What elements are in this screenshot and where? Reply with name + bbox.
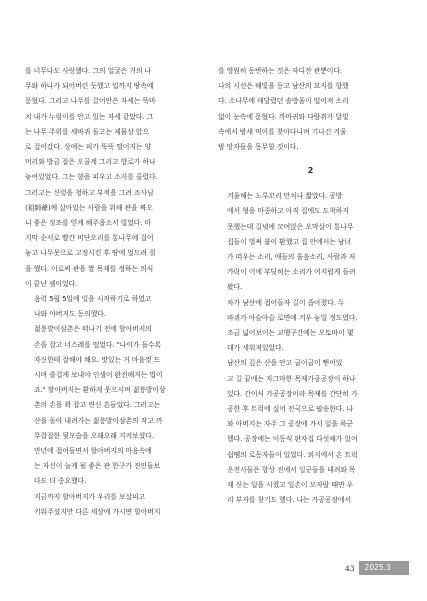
text-line: 겨울해는 노루꼬리 만치나 짧았다. 공방 bbox=[227, 192, 343, 201]
text-line: 무잡잡한 뒷모습을 오래오래 지켜보셨다. bbox=[34, 431, 154, 440]
text-line: 를 너무나도 사랑했다. 그의 얼굴은 거의 나 bbox=[25, 67, 152, 75]
text-line: 를 영원히 동반하는 것은 자디잔 관뿐이다. bbox=[218, 67, 342, 75]
text-line: 가락이 이에 부딪히는 소리가 어지럽게 들려 bbox=[227, 268, 356, 277]
text-line: 로 걸어갔다. 상에는 피가 뚝뚝 떨어지는 양 bbox=[25, 143, 152, 152]
text-line: 재 싣는 일을 시켰고 일손이 모자랄 때면 우 bbox=[227, 481, 354, 490]
text-line: 자신한테 잘해야 해요. 맛있는 거 마음껏 드 bbox=[34, 355, 161, 364]
page-footer bbox=[345, 561, 409, 575]
paragraph bbox=[25, 292, 210, 322]
text-line: 속에서 밤새 먹이를 찾아다니며 기나긴 겨울 bbox=[218, 127, 347, 136]
text-line: 지금까지 할아버지가 우리를 보살피고 bbox=[34, 492, 146, 501]
text-line: 바퀴가 아슬아슬 로면에 겨우 놓일 정도였다. bbox=[227, 313, 358, 322]
text-line: 이 끝난 셈이었다. bbox=[25, 279, 78, 288]
text-line: 쉼땜의 로동자들이 있었다. 외지에서 온 트럭 bbox=[227, 450, 358, 459]
text-line: 키워주셨지만 다른 세상에 가시면 할아버지 bbox=[34, 507, 161, 516]
text-line: 남산의 깊은 산을 안고 굽이굽이 뻗어있 bbox=[227, 359, 343, 368]
text-line: 했다. 공장에는 이동식 판자집 다섯채가 있어 bbox=[227, 435, 358, 444]
text-line: 놓고 나무못으로 고정시킨 후 땅에 엎드려 절 bbox=[25, 249, 156, 258]
text-line: 조금 넓어보이는 교행구간에는 오토바이 몇 bbox=[227, 329, 354, 338]
right-column-bottom bbox=[218, 189, 403, 508]
text-line: 왔다. bbox=[227, 283, 243, 292]
text-line: 그러고는 신령을 청하고 부적을 그려 조사님 bbox=[25, 188, 154, 197]
paragraph bbox=[25, 64, 210, 292]
text-line: 는 자신이 늘게 될 좋은 관 한구가 진인들보 bbox=[34, 462, 161, 471]
text-line: 손을 잡고 너스레를 떨었다. "나이가 들수록 bbox=[34, 340, 162, 349]
paragraph bbox=[25, 444, 210, 490]
right-column-top bbox=[218, 64, 403, 155]
text-line: 지막 순서로 빨간 비단오리를 통나무에 걸어 bbox=[25, 234, 154, 243]
text-line: 을 했다. 이로써 관을 짤 목재를 정하는 의식 bbox=[25, 264, 154, 273]
text-line: 산을 돌아 내려가는 젊룽발이삼촌의 작고 까 bbox=[34, 416, 163, 425]
text-line: 묻혔다. 그리고 나무를 끌어안은 자세는 뚝바 bbox=[25, 97, 156, 106]
paragraph bbox=[25, 322, 210, 444]
text-line: 나와 아버지도 동의했다. bbox=[34, 310, 106, 319]
paragraph bbox=[218, 64, 403, 155]
text-line: 와 아버지는 자주 그 공장에 가서 일을 하군 bbox=[227, 420, 354, 429]
text-line: 차가 남산에 접어들자 길이 좁아졌다. 두 bbox=[227, 298, 345, 307]
paragraph bbox=[25, 490, 210, 520]
text-line: 만년에 접어들면서 할아버지의 마음속에 bbox=[34, 447, 152, 456]
text-line: 머리와 방금 잡은 오골계 그리고 향로가 하나 bbox=[25, 158, 156, 167]
issue-label: 2025.3 bbox=[359, 561, 409, 575]
text-line: 공한 후 트럭에 실어 전국으로 팔송한다. 나 bbox=[227, 405, 354, 414]
section-number: 2 bbox=[307, 166, 314, 176]
text-line: 못했는데 길녘에 모여앉은 오막살이 통나무 bbox=[227, 222, 354, 231]
text-line: (祖師爺)께 살아있는 사람을 위해 관을 짜오 bbox=[25, 203, 153, 212]
text-line: 시며 즐겁게 보내야 인생이 완전해지는 법이 bbox=[34, 371, 163, 380]
page-number: 43 bbox=[345, 563, 355, 573]
text-line: 있다. 간이식 가공공장이라 목재를 간단히 가 bbox=[227, 389, 358, 398]
text-line: 집들이 벌써 불이 환했고 집 안에서는 남녀 bbox=[227, 237, 351, 246]
text-line: 나의 시선은 해빛을 등고 남산의 묘지를 향했 bbox=[218, 82, 349, 91]
left-column bbox=[25, 64, 210, 520]
paragraph bbox=[218, 189, 403, 295]
text-line: 음력 5월 5일에 일을 시작하기로 하였고 bbox=[34, 295, 152, 304]
text-line: 다. 소나무에 매달렸던 솔방울이 떨어져 소리 bbox=[218, 97, 349, 106]
right-column bbox=[218, 64, 403, 508]
paragraph bbox=[218, 356, 403, 508]
text-line: 리 부자를 찾기도 했다. 나는 가공공장에서 bbox=[227, 496, 351, 505]
text-line: 촌의 손을 꽉 잡고 연신 흔들었다. 그러고는 bbox=[34, 401, 161, 410]
text-line: 에서 형을 마중하고 아직 집에도 도착하지 bbox=[227, 207, 349, 216]
text-line: 밤 망자들을 동무할 것이다. bbox=[218, 143, 299, 152]
text-line: 니 좋은 징조를 얻게 해주옵소서 빌었다. 마 bbox=[25, 219, 152, 228]
paragraph bbox=[218, 296, 403, 357]
text-line: 놓여있었다. 그는 향을 피우고 소지를 올렸다. bbox=[25, 173, 158, 182]
text-line: 다도 더 중요했다. bbox=[34, 477, 87, 486]
text-line: 젊룽발이삼촌은 떠나기 전에 할아버지의 bbox=[34, 325, 152, 334]
text-line: 운전사들은 항상 진에서 일군들을 데려와 목 bbox=[227, 465, 356, 474]
text-line: 는 나무 주위를 세바퀴 돌고는 제물상 앞으 bbox=[25, 127, 149, 136]
text-line: 무와 하나가 되어버린 듯했고 입까지 땅속에 bbox=[25, 82, 154, 91]
text-line: 죠." 할아버지는 환하게 웃으시며 젊룽발이삼 bbox=[34, 386, 166, 395]
text-line: 고 길 끝에는 자그마한 목재가공공장이 하나 bbox=[227, 374, 356, 383]
text-line: 없이 눈속에 묻혔다. 까마귀와 다람쥐가 달빛 bbox=[218, 112, 349, 121]
text-line: 가 떠우는 소리, 애들의 울음소리, 사람과 저 bbox=[227, 253, 356, 262]
text-line: 치 내가 누렁이를 안고 있는 자세 같았다. 그 bbox=[25, 112, 154, 121]
text-line: 대가 세워져있었다. bbox=[227, 344, 284, 353]
